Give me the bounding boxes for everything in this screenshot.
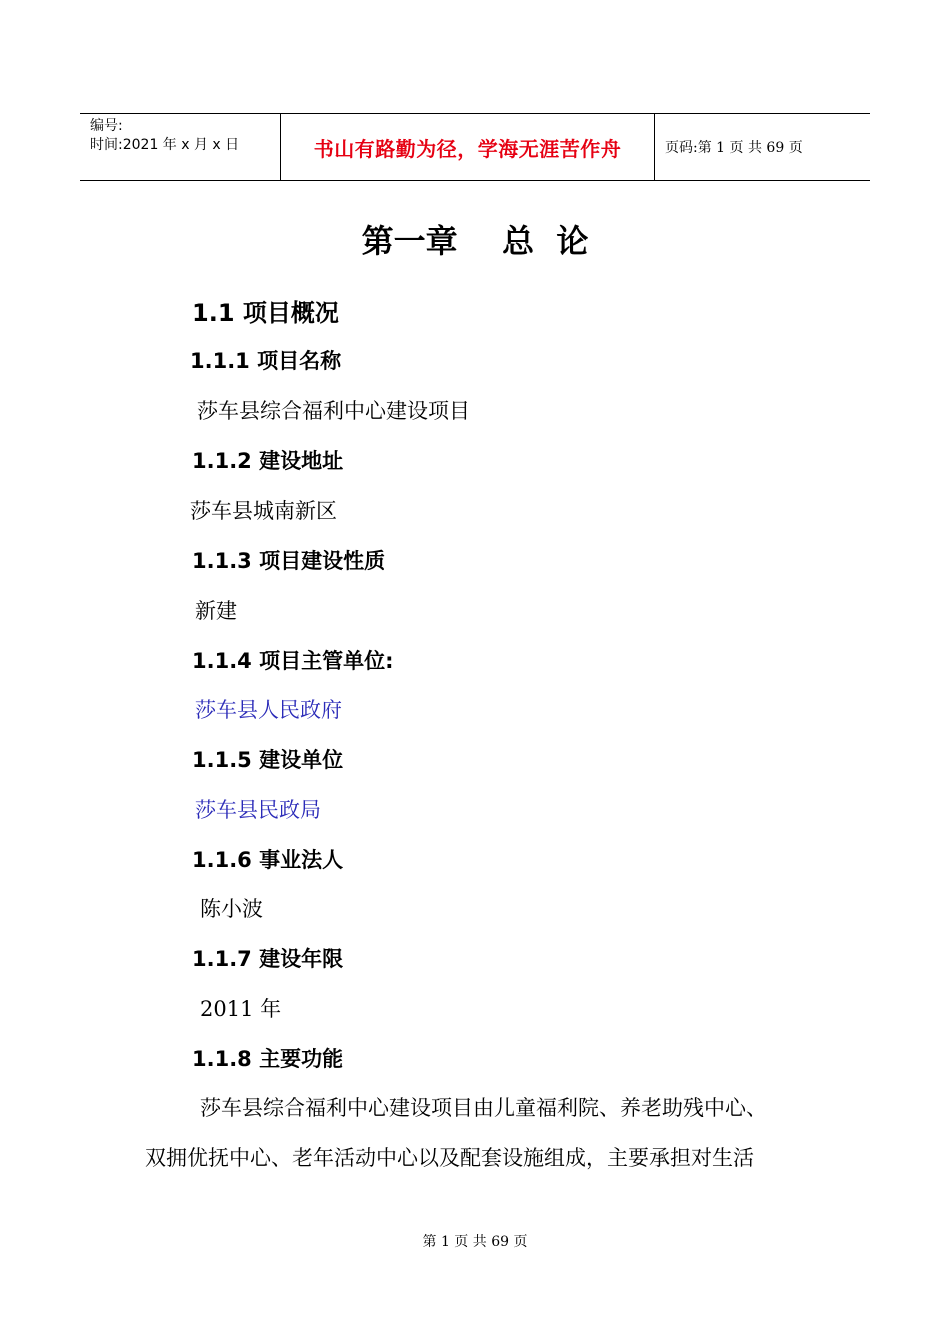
header-table (80, 113, 870, 181)
item-heading-address: 1.1.2 建设地址 (192, 449, 344, 473)
header-page-cell (655, 114, 870, 180)
document-time-label: 时间:2021 年 x 月 x 日 (90, 137, 240, 153)
page-footer: 第 1 页 共 69 页 (422, 1234, 528, 1250)
function-paragraph-line-1: 莎车县综合福利中心建设项目由儿童福利院、养老助残中心、 (200, 1096, 767, 1120)
item-value-period: 2011 年 (200, 997, 282, 1021)
chapter-title: 第一章 总 论 (361, 222, 589, 260)
document-number-label: 编号: (90, 118, 123, 134)
item-value-nature: 新建 (195, 599, 237, 623)
header-meta-cell (80, 114, 281, 180)
function-paragraph-line-2: 双拥优抚中心、老年活动中心以及配套设施组成，主要承担对生活 (145, 1146, 754, 1170)
item-heading-nature: 1.1.3 项目建设性质 (192, 549, 386, 573)
item-heading-builder: 1.1.5 建设单位 (192, 748, 344, 772)
item-heading-period: 1.1.7 建设年限 (192, 947, 344, 971)
item-heading-function: 1.1.8 主要功能 (192, 1047, 344, 1071)
item-value-address: 莎车县城南新区 (190, 499, 337, 523)
page-number-label: 页码:第 1 页 共 69 页 (665, 140, 803, 156)
motto-text: 书山有路勤为径，学海无涯苦作舟 (313, 136, 622, 161)
header-motto-cell (281, 114, 655, 180)
item-heading-name: 1.1.1 项目名称 (190, 349, 342, 373)
section-heading: 1.1 项目概况 (192, 299, 339, 327)
item-value-authority: 莎车县人民政府 (195, 698, 342, 722)
item-heading-legal-person: 1.1.6 事业法人 (192, 848, 344, 872)
item-value-name: 莎车县综合福利中心建设项目 (197, 399, 470, 423)
item-value-legal-person: 陈小波 (200, 897, 263, 921)
item-value-builder: 莎车县民政局 (195, 798, 321, 822)
item-heading-authority: 1.1.4 项目主管单位: (192, 649, 394, 673)
